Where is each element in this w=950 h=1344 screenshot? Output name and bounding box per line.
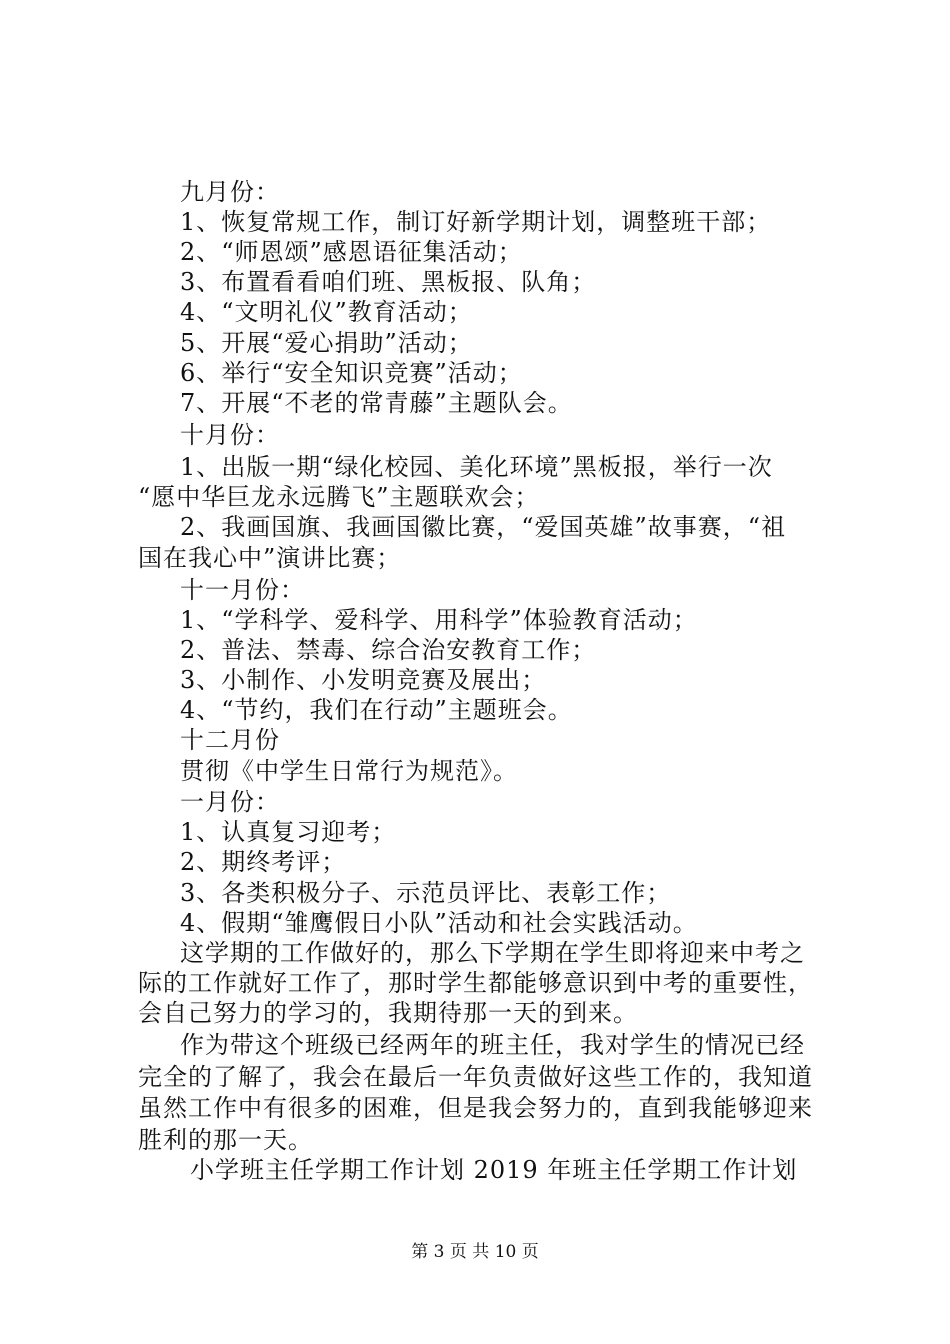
text-line: 十一月份：	[180, 576, 305, 604]
text-line: 2、普法、禁毒、综合治安教育工作；	[180, 636, 597, 664]
text-line: 虽然工作中有很多的困难，但是我会努力的，直到我能够迎来	[138, 1094, 813, 1122]
text-line: 十月份：	[180, 421, 280, 449]
text-line: 5、开展“爱心捐助”活动；	[180, 329, 473, 357]
text-line: 4、假期“雏鹰假日小队”活动和社会实践活动。	[180, 909, 698, 937]
text-line: 会自己努力的学习的，我期待那一天的到来。	[138, 999, 638, 1027]
page-number-footer: 第 3 页 共 10 页	[411, 1242, 539, 1262]
text-line: 2、我画国旗、我画国徽比赛，“爱国英雄”故事赛，“祖	[180, 513, 787, 541]
text-line: 十二月份	[180, 726, 280, 754]
text-line: 完全的了解了，我会在最后一年负责做好这些工作的，我知道	[138, 1063, 813, 1091]
text-line: 这学期的工作做好的，那么下学期在学生即将迎来中考之	[180, 939, 805, 967]
text-line: 7、开展“不老的常青藤”主题队会。	[180, 389, 573, 417]
text-line: 3、小制作、小发明竞赛及展出；	[180, 666, 547, 694]
text-line: 1、认真复习迎考；	[180, 818, 397, 846]
text-line: 1、恢复常规工作，制订好新学期计划，调整班干部；	[180, 208, 772, 236]
text-line: 3、布置看看咱们班、黑板报、队角；	[180, 268, 597, 296]
text-line: 作为带这个班级已经两年的班主任，我对学生的情况已经	[180, 1031, 805, 1059]
text-line: 3、各类积极分子、示范员评比、表彰工作；	[180, 879, 672, 907]
text-line: 2、“师恩颂”感恩语征集活动；	[180, 238, 523, 266]
text-line: 胜利的那一天。	[138, 1126, 313, 1154]
text-line: “愿中华巨龙永远腾飞”主题联欢会；	[138, 483, 540, 511]
text-line: 4、“文明礼仪”教育活动；	[180, 298, 473, 326]
text-line: 九月份：	[180, 178, 280, 206]
text-line: 小学班主任学期工作计划 2019 年班主任学期工作计划	[190, 1156, 798, 1184]
text-line: 1、出版一期“绿化校园、美化环境”黑板报，举行一次	[180, 453, 773, 481]
text-line: 贯彻《中学生日常行为规范》。	[180, 757, 518, 785]
text-line: 1、“学科学、爱科学、用科学”体验教育活动；	[180, 606, 698, 634]
text-line: 国在我心中”演讲比赛；	[138, 544, 402, 572]
text-line: 一月份：	[180, 788, 280, 816]
text-line: 4、“节约，我们在行动”主题班会。	[180, 696, 573, 724]
text-line: 际的工作就好工作了，那时学生都能够意识到中考的重要性，	[138, 969, 813, 997]
text-line: 2、期终考评；	[180, 848, 347, 876]
text-line: 6、举行“安全知识竞赛”活动；	[180, 359, 523, 387]
